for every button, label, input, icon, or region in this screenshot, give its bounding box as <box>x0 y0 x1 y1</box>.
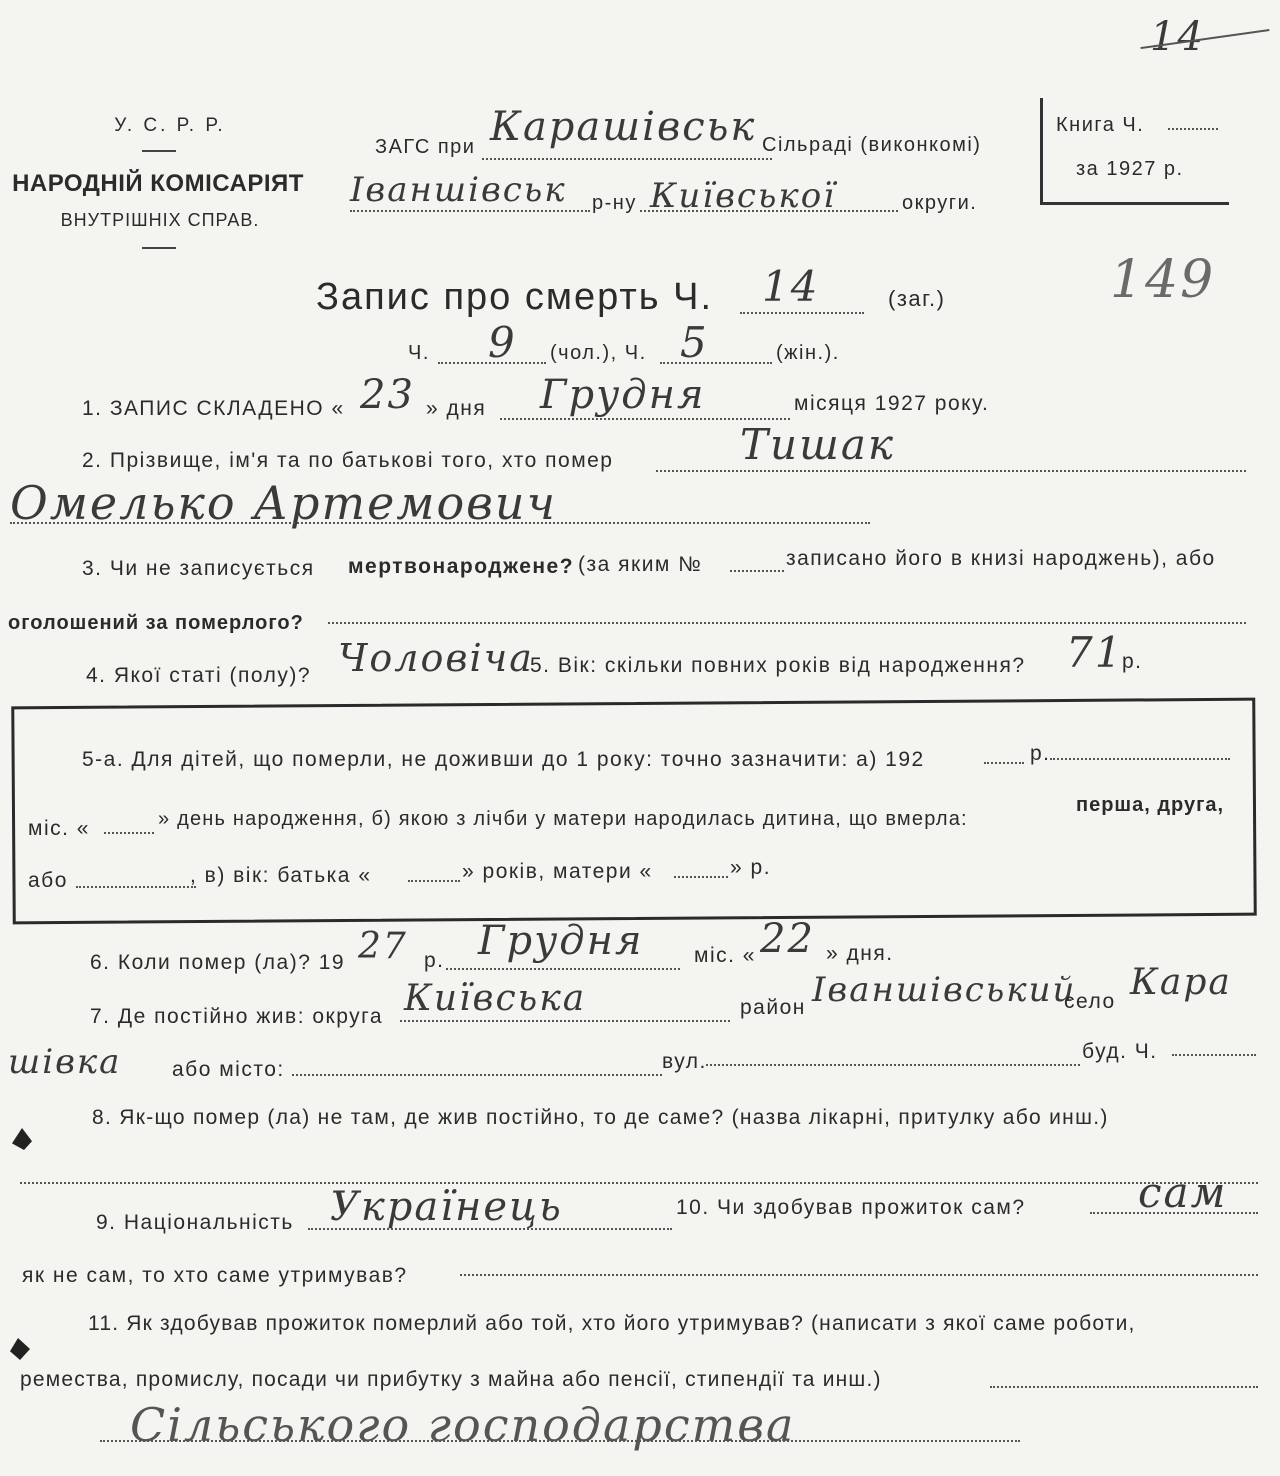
f10-line <box>1090 1212 1258 1214</box>
f9-nationality-line <box>308 1228 672 1230</box>
f4-sex-handwritten: Чоловіча <box>338 636 534 680</box>
f7-house-line <box>1172 1054 1256 1056</box>
f5a-mother-line <box>674 876 728 878</box>
f5a-line3-d: » р. <box>730 856 772 879</box>
f6-month-handwritten: Грудня <box>478 918 644 964</box>
f6-month-line <box>446 968 680 970</box>
f9-label: 9. Національність <box>96 1211 294 1234</box>
corner-page-number: 14 <box>1150 14 1205 60</box>
zags-rayon-label: р-ну <box>592 192 637 214</box>
f11-occupation-line <box>100 1440 1020 1442</box>
f5a-line1-fill <box>1050 758 1230 760</box>
f6-mis: міс. « <box>694 944 756 967</box>
f11-line2-fill <box>990 1386 1258 1388</box>
f10-label: 10. Чи здобував прожиток сам? <box>676 1196 1026 1219</box>
record-number-line <box>740 312 864 314</box>
f5a-line2-b: » день народження, б) якою з лічби у матери народилась дитина, що вмерла: <box>158 808 968 830</box>
record-number-handwritten: 14 <box>762 262 820 311</box>
f6-label: 6. Коли помер (ла)? 19 <box>90 951 346 974</box>
f6-r: р. <box>424 949 445 972</box>
f2-name-line <box>10 522 870 524</box>
female-count-label: (жін.). <box>776 342 840 364</box>
header-divider-1 <box>142 150 176 152</box>
record-title: Запис про смерть Ч. <box>316 276 714 318</box>
f10-handwritten: сам <box>1138 1168 1228 1217</box>
f5-age-label: 5. Вік: скільки повних років від народження? <box>530 654 1026 677</box>
f6-day-handwritten: 22 <box>760 916 815 962</box>
f1-month-handwritten: Грудня <box>540 372 706 418</box>
ussr-label: У. С. Р. Р. <box>114 115 226 136</box>
f6-year-handwritten: 27 <box>358 926 408 967</box>
f3-mid: (за яким № <box>578 553 703 576</box>
commissariat-label: НАРОДНІЙ КОМІСАРІЯТ <box>12 170 304 197</box>
header-divider-2 <box>142 247 176 249</box>
f9-line2-fill <box>460 1274 1258 1276</box>
dept-label: ВНУТРІШНІХ СПРАВ. <box>60 210 260 230</box>
zags-council-suffix: Сільраді (виконкомі) <box>762 134 982 156</box>
f7-street-label: вул. <box>662 1050 707 1073</box>
f7-okrug-line <box>400 1020 730 1022</box>
punch-mark-2 <box>10 1338 30 1360</box>
f3-declared-dead: оголошений за померлого? <box>8 612 304 634</box>
f7-okrug-handwritten: Київська <box>404 978 587 1019</box>
punch-mark-1 <box>12 1128 32 1150</box>
f1-label: 1. ЗАПИС СКЛАДЕНО « <box>82 397 345 420</box>
f5a-line1-tail: р. <box>1030 742 1051 765</box>
f5a-other-line <box>76 886 196 888</box>
f11-line2: ремества, промислу, посади чи прибутку з майна або пенсії, стипендії та инш.) <box>20 1368 882 1391</box>
zags-okrug-label: округи. <box>902 192 978 214</box>
f2-surname-handwritten: Тишак <box>740 420 895 469</box>
f9-line2: як не сам, то хто саме утримував? <box>22 1264 408 1287</box>
f11-label: 11. Як здобував прожиток померлий або той, хто його утримував? (написати з якої саме роботи, <box>88 1312 1136 1335</box>
f7-selo-handwritten: Кара <box>1130 962 1232 1003</box>
f5a-line2-bold: перша, друга, <box>1076 794 1225 816</box>
male-count-line <box>438 362 546 364</box>
zags-prefix: ЗАГС при <box>375 136 476 158</box>
f5a-line3-b: , в) вік: батька « <box>190 864 372 887</box>
female-count-handwritten: 5 <box>680 318 709 367</box>
female-count-line <box>660 362 772 364</box>
book-year-label: за 1927 р. <box>1076 158 1184 180</box>
f8-line <box>20 1182 1258 1184</box>
f7-rayon-label: район <box>740 996 806 1019</box>
zags-council-handwritten: Карашівськ <box>490 104 757 150</box>
zags-okrug-handwritten: Київської <box>650 176 837 216</box>
zags-council-line <box>482 158 772 160</box>
f8-label: 8. Як-що помер (ла) не там, де жив постійно, то де саме? (назва лікарні, притулку або инш.) <box>92 1106 1109 1129</box>
f1-mid: » дня <box>426 397 487 420</box>
male-ch-label: Ч. <box>408 342 430 364</box>
f3-declared-line <box>328 622 1246 624</box>
f5a-line3-c: » років, матери « <box>462 860 653 883</box>
f7-selo-label: село <box>1064 990 1116 1013</box>
f7-selo-handwritten-cont: шівка <box>8 1042 122 1082</box>
margin-number: 149 <box>1110 250 1216 310</box>
f3-label: 3. Чи не записується <box>82 557 315 580</box>
f1-day-handwritten: 23 <box>360 372 415 418</box>
f9-nationality-handwritten: Українець <box>330 1184 563 1230</box>
f7-house-label: буд. Ч. <box>1082 1040 1158 1063</box>
f5-age-handwritten: 71 <box>1066 628 1124 677</box>
zags-rayon-line <box>350 210 590 212</box>
f5a-line2-a: міс. « <box>28 817 90 840</box>
f1-tail: місяця 1927 року. <box>794 392 990 415</box>
f6-tail: » дня. <box>826 942 894 965</box>
f5a-line3-a: або <box>28 869 68 892</box>
f5-age-unit: р. <box>1122 650 1143 673</box>
f11-occupation-handwritten: Сільського господарства <box>130 1398 796 1452</box>
f2-label: 2. Прізвище, ім'я та по батькові того, хто помер <box>82 449 614 472</box>
zags-okrug-line <box>640 210 898 212</box>
f3-number-line <box>730 570 784 572</box>
book-number-label: Книга Ч. <box>1056 114 1145 136</box>
f7-city-line <box>292 1074 662 1076</box>
f2-surname-line <box>656 470 1246 472</box>
f2-name-handwritten: Омелько Артемович <box>10 476 558 530</box>
f7-city-label: або місто: <box>172 1058 285 1081</box>
f3-stillborn: мертвонароджене? <box>348 555 575 578</box>
f7-label: 7. Де постійно жив: округа <box>90 1005 384 1028</box>
f4-label: 4. Якої статі (полу)? <box>86 664 312 687</box>
zags-rayon-handwritten: Іваншівськ <box>350 170 567 210</box>
f5a-year-line <box>984 762 1024 764</box>
f5a-father-line <box>408 880 460 882</box>
f7-street-line <box>706 1064 1080 1066</box>
f7-rayon-handwritten: Іваншівський <box>812 970 1077 1010</box>
f3-tail: записано його в книзі народжень), або <box>786 547 1216 570</box>
record-title-suffix: (заг.) <box>888 286 946 311</box>
book-number-line <box>1168 128 1218 130</box>
male-count-label: (чол.), Ч. <box>550 342 647 364</box>
f5a-line1: 5-а. Для дітей, що померли, не доживши до 1 року: точно зазначити: а) 192 <box>82 748 925 771</box>
f5a-month-line <box>104 832 154 834</box>
male-count-handwritten: 9 <box>488 318 517 367</box>
